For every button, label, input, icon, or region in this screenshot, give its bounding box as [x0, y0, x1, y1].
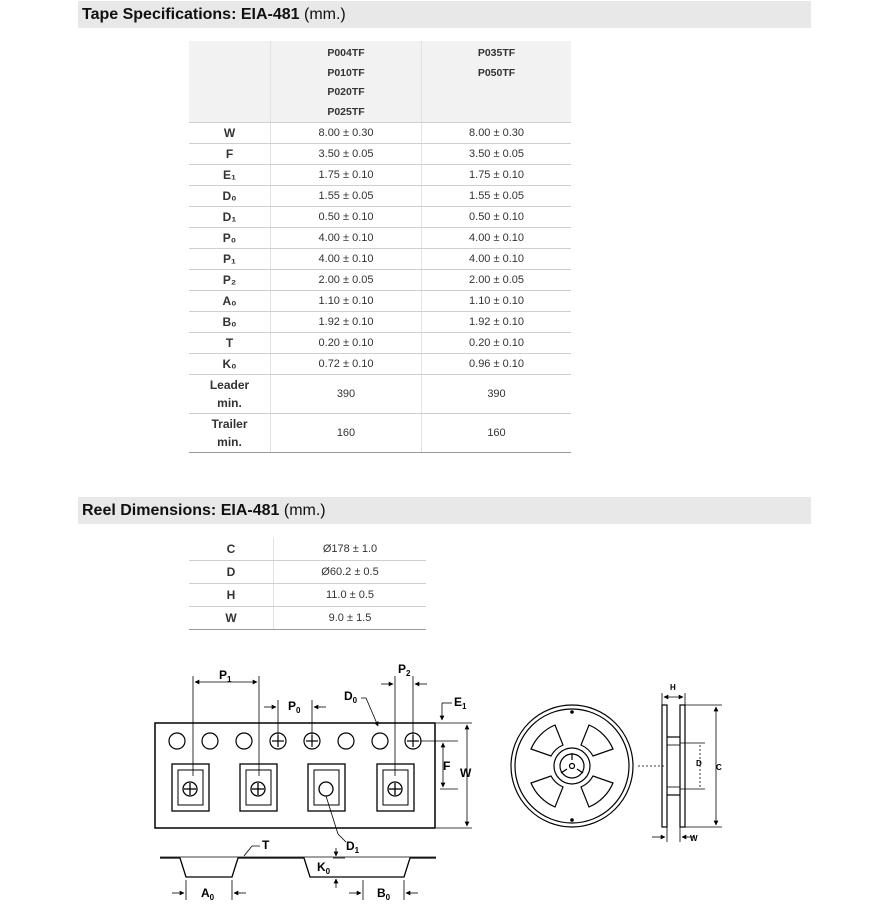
tape-spec-unit: (mm.) [304, 6, 346, 23]
label-reel-h: H [670, 683, 676, 692]
col1-value: 1.75 ± 0.10 [271, 165, 422, 186]
trailer-col2-value: 160 [422, 414, 572, 453]
leader-label-line1: Leader [209, 378, 250, 392]
col2-value: 1.10 ± 0.10 [422, 291, 572, 312]
label-t: T [262, 838, 270, 852]
col2-part: P050TF [477, 66, 516, 79]
col1-value: 4.00 ± 0.10 [271, 228, 422, 249]
col1-part: P004TF [327, 47, 365, 59]
col2-value: 8.00 ± 0.30 [422, 123, 572, 144]
row-label: P₂ [189, 270, 271, 291]
col2-value: 2.00 ± 0.05 [422, 270, 572, 291]
col2-value: 1.92 ± 0.10 [422, 312, 572, 333]
reel-row-label: D [189, 561, 274, 584]
col1-value: 1.10 ± 0.10 [271, 291, 422, 312]
row-label: D₀ [189, 186, 271, 207]
reel-dim-unit: (mm.) [283, 502, 326, 519]
col2-value: 4.00 ± 0.10 [422, 249, 572, 270]
reel-row-label: C [189, 538, 274, 561]
row-label: A₀ [189, 291, 271, 312]
trailer-col1-value: 160 [271, 414, 422, 453]
reel-row-label: H [189, 584, 274, 607]
label-d0: $D_0$ [344, 689, 358, 705]
col2-value: 0.96 ± 0.10 [422, 354, 572, 375]
col1-value: 8.00 ± 0.30 [271, 123, 422, 144]
col2-part: P035TF [477, 47, 516, 59]
sprocket-hole [169, 733, 185, 749]
col2-value: 0.50 ± 0.10 [422, 207, 572, 228]
component-pockets [172, 764, 414, 811]
leader-label-line2: min. [217, 396, 242, 410]
col1-value: 2.00 ± 0.05 [271, 270, 422, 291]
col2-value: 1.55 ± 0.05 [422, 186, 572, 207]
col1-part: P010TF [327, 66, 365, 79]
reel-row-label: W [189, 607, 274, 630]
sprocket-hole [202, 733, 218, 749]
tape-spec-title: Tape Specifications: EIA-481 [82, 6, 300, 23]
sprocket-holes [169, 733, 421, 749]
col1-value: 1.92 ± 0.10 [271, 312, 422, 333]
label-w: W [460, 766, 472, 780]
sprocket-hole [236, 733, 252, 749]
row-label: K₀ [189, 354, 271, 375]
col1-part: P025TF [327, 105, 365, 118]
col2-value: 1.75 ± 0.10 [422, 165, 572, 186]
label-p2: $P_2$ [398, 662, 411, 678]
label-p1: $P_1$ [219, 668, 232, 684]
label-a0: $A_0$ [201, 886, 215, 902]
reel-row-value: 11.0 ± 0.5 [274, 584, 427, 607]
row-label: P₀ [189, 228, 271, 249]
label-p0: $P_0$ [288, 699, 301, 715]
trailer-label-line2: min. [217, 435, 242, 449]
row-label: D₁ [189, 207, 271, 228]
row-label: W [189, 123, 271, 144]
label-f: F [443, 759, 451, 773]
label-reel-c: C [716, 763, 722, 772]
trailer-label-line1: Trailer [211, 417, 248, 431]
reel-dim-title: Reel Dimensions: EIA-481 [82, 502, 280, 519]
reel-row-value: Ø60.2 ± 0.5 [274, 561, 427, 584]
tape-cross-section [160, 857, 436, 877]
leader-col2-value: 390 [422, 375, 572, 414]
label-b0: $B_0$ [377, 886, 391, 902]
row-label: P₁ [189, 249, 271, 270]
reel-row-value: Ø178 ± 1.0 [274, 538, 427, 561]
sprocket-hole [372, 733, 388, 749]
col1-value: 0.50 ± 0.10 [271, 207, 422, 228]
sprocket-hole [338, 733, 354, 749]
col1-value: 3.50 ± 0.05 [271, 144, 422, 165]
col2-value: 3.50 ± 0.05 [422, 144, 572, 165]
col1-part: P020TF [327, 86, 365, 98]
col1-value: 4.00 ± 0.10 [271, 249, 422, 270]
row-label: E₁ [189, 165, 271, 186]
tape-outline [155, 723, 435, 828]
col1-value: 0.72 ± 0.10 [271, 354, 422, 375]
row-label: T [189, 333, 271, 354]
col1-value: 1.55 ± 0.05 [271, 186, 422, 207]
row-label: B₀ [189, 312, 271, 333]
label-reel-w: W [690, 834, 698, 843]
label-k0: $K_0$ [317, 860, 331, 876]
reel-row-value: 9.0 ± 1.5 [274, 607, 427, 630]
col2-value: 0.20 ± 0.10 [422, 333, 572, 354]
label-e1: $E_1$ [454, 695, 467, 711]
col1-value: 0.20 ± 0.10 [271, 333, 422, 354]
col2-value: 4.00 ± 0.10 [422, 228, 572, 249]
label-d1: $D_1$ [346, 839, 360, 855]
reel-side-view [662, 705, 685, 827]
row-label: F [189, 144, 271, 165]
reel-front-view [511, 705, 633, 827]
leader-col1-value: 390 [271, 375, 422, 414]
label-reel-d: D [696, 759, 702, 768]
